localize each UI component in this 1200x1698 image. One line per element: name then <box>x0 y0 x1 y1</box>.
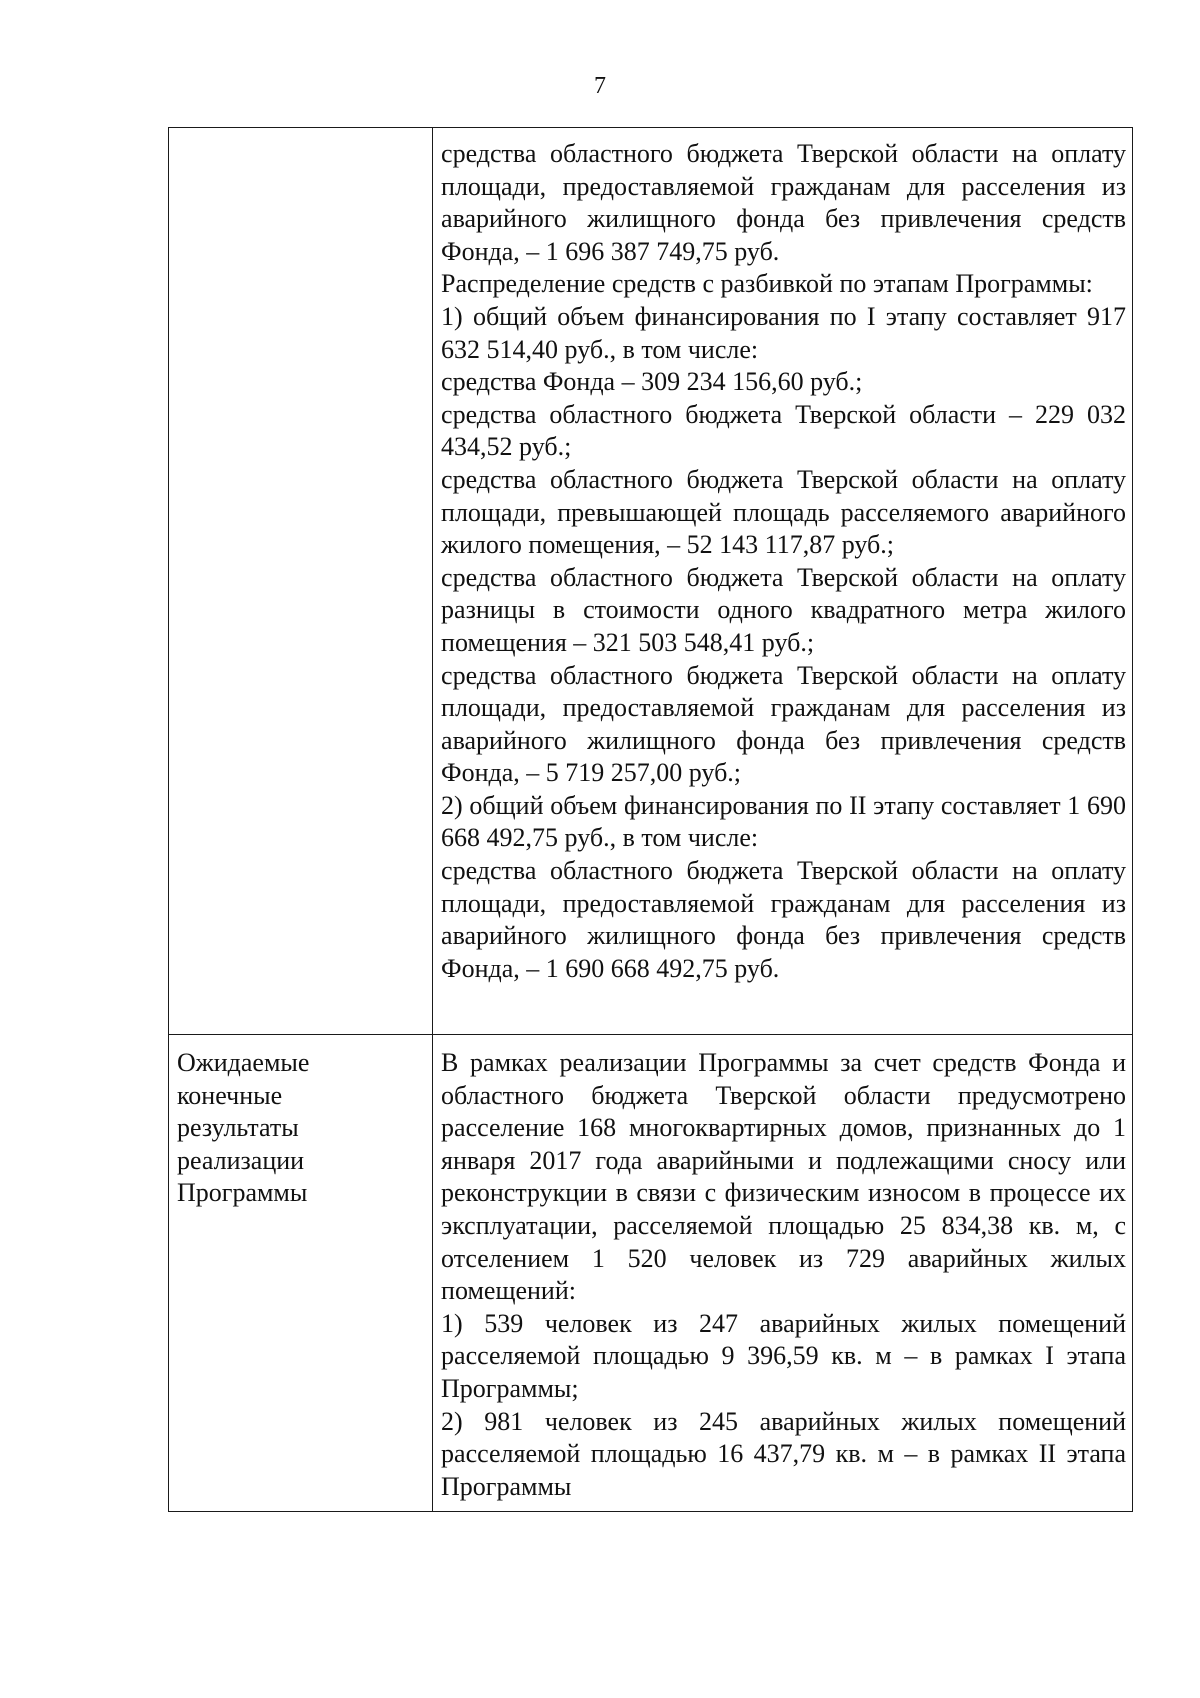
paragraph-results-stage-2: 2) 981 человек из 245 аварийных жилых помещений расселяемой площадью 16 437,79 кв. м – в рамках II этапа Программы <box>441 1406 1126 1501</box>
paragraph-results-stage-1: 1) 539 человек из 247 аварийных жилых помещений расселяемой площадью 9 396,59 кв. м – в рамках I этапа Программы; <box>441 1308 1126 1403</box>
paragraph-stage-2-no-fund: средства областного бюджета Тверской области на оплату площади, предоставляемой гражданам для расселения из аварийного жилищного фонда без привлечения средств Фонда, – 1 690 668 492,75 руб. <box>441 856 1126 983</box>
paragraph-regional-budget-no-fund-total: средства областного бюджета Тверской области на оплату площади, предоставляемой гражданам для расселения из аварийного жилищного фонда без привлечения средств Фонда, – 1 696 387 749,75 руб. <box>441 139 1126 266</box>
paragraph-stage-1-total: 1) общий объем финансирования по I этапу составляет 917 632 514,40 руб., в том числе: <box>441 301 1126 364</box>
program-passport-table <box>168 127 1133 1512</box>
paragraph-stage-1-excess-area: средства областного бюджета Тверской области на оплату площади, превышающей площадь расселяемого аварийного жилого помещения, – 52 143 117,87 руб.; <box>441 464 1126 560</box>
paragraph-stage-1-regional-budget: средства областного бюджета Тверской области – 229 032 434,52 руб.; <box>441 399 1126 462</box>
expected-results-label-cell <box>169 1035 433 1512</box>
label-line: Ожидаемые <box>177 1048 310 1077</box>
paragraph-stage-1-fund: средства Фонда – 309 234 156,60 руб.; <box>441 367 863 397</box>
paragraph-stage-1-no-fund: средства областного бюджета Тверской области на оплату площади, предоставляемой гражданам для расселения из аварийного жилищного фонда без привлечения средств Фонда, – 5 719 257,00 руб.; <box>441 660 1126 788</box>
paragraph-distribution-heading: Распределение средств с разбивкой по этапам Программы: <box>441 269 1093 299</box>
label-line: Программы <box>177 1178 308 1208</box>
table-row-financing <box>169 128 1133 1035</box>
expected-results-details-cell <box>433 1035 1133 1512</box>
paragraph-stage-1-price-difference: средства областного бюджета Тверской области на оплату разницы в стоимости одного квадратного метра жилого помещения – 321 503 548,41 руб.; <box>441 562 1126 657</box>
financing-details-cell <box>433 128 1133 1035</box>
paragraph-results-summary: В рамках реализации Программы за счет средств Фонда и областного бюджета Тверской области предусмотрено расселение 168 многоквартирных домов, признанных до 1 января 2017 года аварийными и подлежащими сносу или реконструкции в связи с физическим износом в процессе их эксплуатации, расселяемой площадью 25 834,38 кв. м, с отселением 1 520 человек из 729 аварийных жилых помещений: <box>441 1048 1126 1306</box>
label-line: конечные <box>177 1080 283 1110</box>
table-row-expected-results <box>169 1035 1133 1512</box>
label-line: результаты <box>177 1113 299 1143</box>
paragraph-stage-2-total: 2) общий объем финансирования по II этапу составляет 1 690 668 492,75 руб., в том числе: <box>441 790 1126 853</box>
label-line: реализации <box>177 1145 305 1175</box>
row-label-cell <box>169 128 433 1035</box>
page-number: 7 <box>594 73 606 99</box>
